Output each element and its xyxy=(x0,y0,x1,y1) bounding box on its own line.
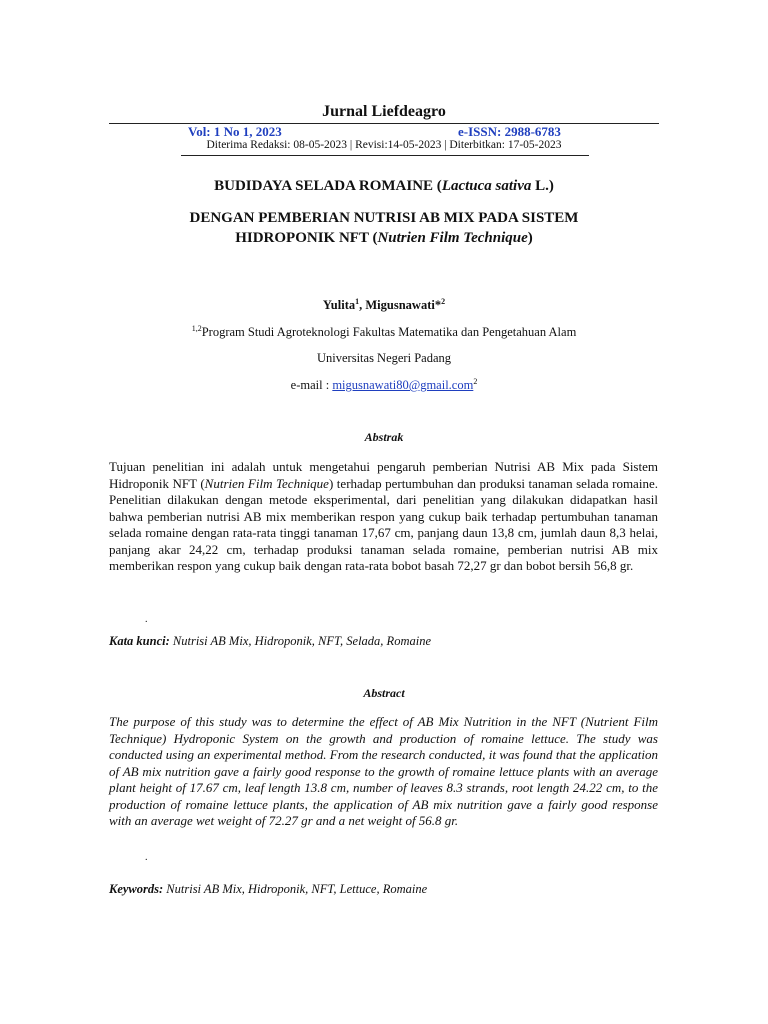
affiliation-line-2: Universitas Negeri Padang xyxy=(317,351,451,365)
author-1: Yulita xyxy=(322,298,356,312)
email-label: e-mail : xyxy=(290,378,333,392)
title-line1-italic: Lactuca sativa xyxy=(441,178,532,194)
paper-title-lines-2-3 xyxy=(0,208,768,248)
affiliation-1: Program Studi Agroteknologi Fakultas Matematika dan Pengetahuan Alam xyxy=(201,325,577,339)
affiliation-sup: 1,2 xyxy=(191,323,202,333)
email-line xyxy=(0,378,768,393)
abstrak-text-italic: Nutrien Film Technique xyxy=(204,475,329,491)
abstrak-heading: Abstrak xyxy=(364,430,404,444)
keywords-label: Keywords: xyxy=(109,882,164,896)
author-1-sup: 1 xyxy=(355,296,360,306)
kata-kunci-values: Nutrisi AB Mix, Hidroponik, NFT, Selada, Romaine xyxy=(169,634,431,648)
title-line3-part-b: ) xyxy=(527,230,533,246)
title-line3 xyxy=(0,228,768,248)
journal-title: Jurnal Liefdeagro xyxy=(322,103,446,120)
email-sup: 2 xyxy=(473,376,478,386)
author-list xyxy=(0,298,768,313)
abstract-dot: . xyxy=(145,852,148,863)
issn-info: e-ISSN: 2988-6783 xyxy=(458,124,561,139)
dates-rule xyxy=(181,155,589,156)
author-separator: , xyxy=(359,298,366,312)
kata-kunci-label: Kata kunci: xyxy=(109,634,170,648)
title-line3-italic: Nutrien Film Technique xyxy=(377,230,528,246)
volume-info: Vol: 1 No 1, 2023 xyxy=(188,124,282,139)
abstract-heading: Abstract xyxy=(363,686,405,700)
email-link[interactable]: migusnawati80@gmail.com xyxy=(332,378,474,392)
title-line1-part-b: L.) xyxy=(531,178,554,194)
kata-kunci-line xyxy=(109,634,431,649)
abstrak-text-a: Tujuan penelitian ini adalah untuk mengetahui pengaruh pemberian Nutrisi AB Mix pada Sistem Hidroponik NFT ( xyxy=(109,459,658,491)
title-line3-part-a: HIDROPONIK NFT ( xyxy=(235,230,378,246)
title-line1-part-a: BUDIDAYA SELADA ROMAINE ( xyxy=(214,178,442,194)
author-2: Migusnawati* xyxy=(365,298,442,312)
keywords-values: Nutrisi AB Mix, Hidroponik, NFT, Lettuce, Romaine xyxy=(163,882,428,896)
abstract-body: The purpose of this study was to determine the effect of AB Mix Nutrition in the NFT (Nutrient Film Technique) Hydroponic System on the growth and production of romaine lettuce. The study was conducted using an experimental method. From the research conducted, it was found that the application of AB mix nutrition gave a fairly good response to the growth of romaine lettuce plants with an average plant height of 17.67 cm, leaf length 13.8 cm, number of leaves 8.3 strands, root length 24.22 cm, to the production of romaine lettuce plants, the application of AB mix nutrition gave a fairly good response with an average wet weight of 72.27 gr and a net weight of 56.8 gr. xyxy=(109,714,658,828)
publication-dates: Diterima Redaksi: 08-05-2023 | Revisi:14-05-2023 | Diterbitkan: 17-05-2023 xyxy=(206,139,562,151)
paper-title-line-1 xyxy=(0,178,768,195)
abstrak-body xyxy=(109,459,658,575)
keywords-line xyxy=(109,882,427,897)
title-line2: DENGAN PEMBERIAN NUTRISI AB MIX PADA SISTEM xyxy=(189,210,579,226)
affiliation-line-1 xyxy=(0,325,768,340)
abstrak-text-b: ) terhadap pertumbuhan dan produksi tanaman selada romaine. Penelitian dilakukan dengan metode eksperimental, dari penelitian yang dilakukan didapatkan hasil bahwa pemberian nutrisi AB mix memberikan respon yang cukup baik terhadap pertumbuhan tanaman selada romaine dengan rata-rata tinggi tanaman 17,67 cm, panjang daun 13,8 cm, jumlah daun 8,3 helai, panjang akar 24,22 cm, terhadap produksi tanaman selada romaine, pemberian nutrisi AB mix memberikan respon yang cukup baik dengan rata-rata bobot basah 72,27 gr dan bobot bersih 56,8 gr. xyxy=(109,475,658,573)
author-2-sup: 2 xyxy=(441,296,446,306)
abstrak-dot: . xyxy=(145,614,148,625)
